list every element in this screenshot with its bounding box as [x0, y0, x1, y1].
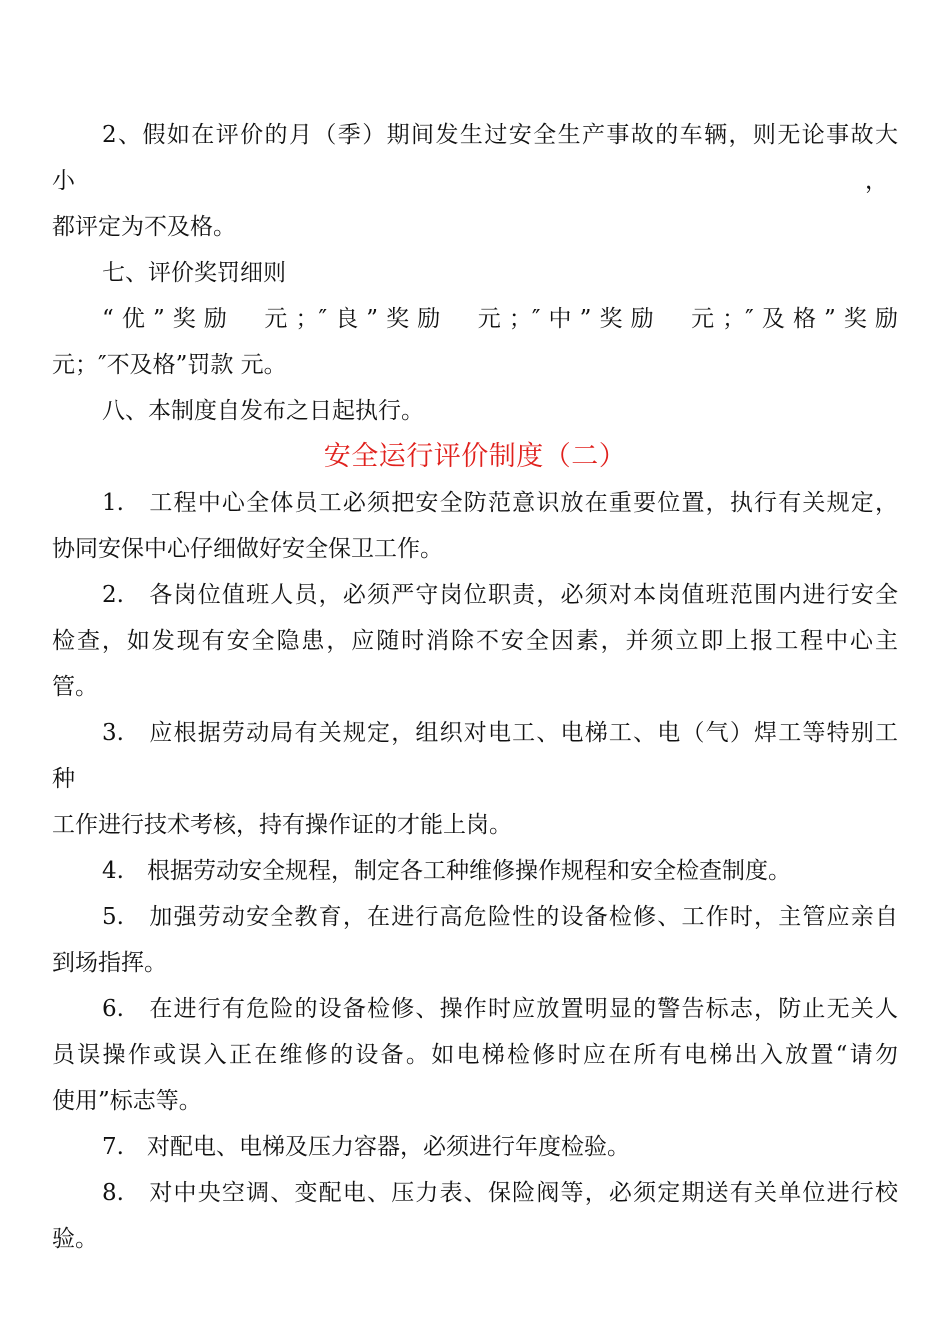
paragraph-line: 2、假如在评价的月（季）期间发生过安全生产事故的车辆，则无论事故大	[102, 122, 898, 148]
list-item-line: 种	[52, 766, 75, 792]
list-item-line: 4. 根据劳动安全规程，制定各工种维修操作规程和安全检查制度。	[102, 858, 791, 884]
list-item-line: 5. 加强劳动安全教育，在进行高危险性的设备检修、工作时，主管应亲自	[102, 904, 898, 930]
list-item-line: 管。	[52, 674, 98, 700]
paragraph-line: 元；″不及格”罚款 元。	[52, 352, 287, 378]
text-fragment: ，	[865, 168, 888, 194]
list-item-line: 协同安保中心仔细做好安全保卫工作。	[52, 536, 443, 562]
text-fragment: 小	[52, 168, 75, 194]
list-item-line: 使用”标志等。	[52, 1088, 202, 1114]
paragraph-line: “优”奖励 元；″良”奖励 元；″中”奖励 元；″及格”奖励	[102, 306, 898, 332]
list-item-line: 员误操作或误入正在维修的设备。如电梯检修时应在所有电梯出入放置“请勿	[52, 1042, 898, 1068]
list-item-line: 工作进行技术考核，持有操作证的才能上岗。	[52, 812, 512, 838]
section-heading: 七、评价奖罚细则	[102, 260, 286, 286]
list-item-line: 7. 对配电、电梯及压力容器，必须进行年度检验。	[102, 1134, 630, 1160]
document-body	[52, 112, 898, 1262]
paragraph-line	[52, 158, 898, 204]
list-item-line: 6. 在进行有危险的设备检修、操作时应放置明显的警告标志，防止无关人	[102, 996, 898, 1022]
list-item-line: 8. 对中央空调、变配电、压力表、保险阀等，必须定期送有关单位进行校	[102, 1180, 898, 1206]
list-item-line: 1. 工程中心全体员工必须把安全防范意识放在重要位置，执行有关规定，	[102, 490, 898, 516]
list-item-line: 3. 应根据劳动局有关规定，组织对电工、电梯工、电（气）焊工等特别工	[102, 720, 898, 746]
list-item-line: 2. 各岗位值班人员，必须严守岗位职责，必须对本岗值班范围内进行安全	[102, 582, 898, 608]
list-item-line: 检查，如发现有安全隐患，应随时消除不安全因素，并须立即上报工程中心主	[52, 628, 898, 654]
list-item-line: 验。	[52, 1226, 98, 1252]
section-heading: 八、本制度自发布之日起执行。	[102, 398, 424, 424]
paragraph-line: 都评定为不及格。	[52, 214, 236, 240]
list-item-line: 到场指挥。	[52, 950, 167, 976]
document-title: 安全运行评价制度（二）	[323, 441, 627, 472]
